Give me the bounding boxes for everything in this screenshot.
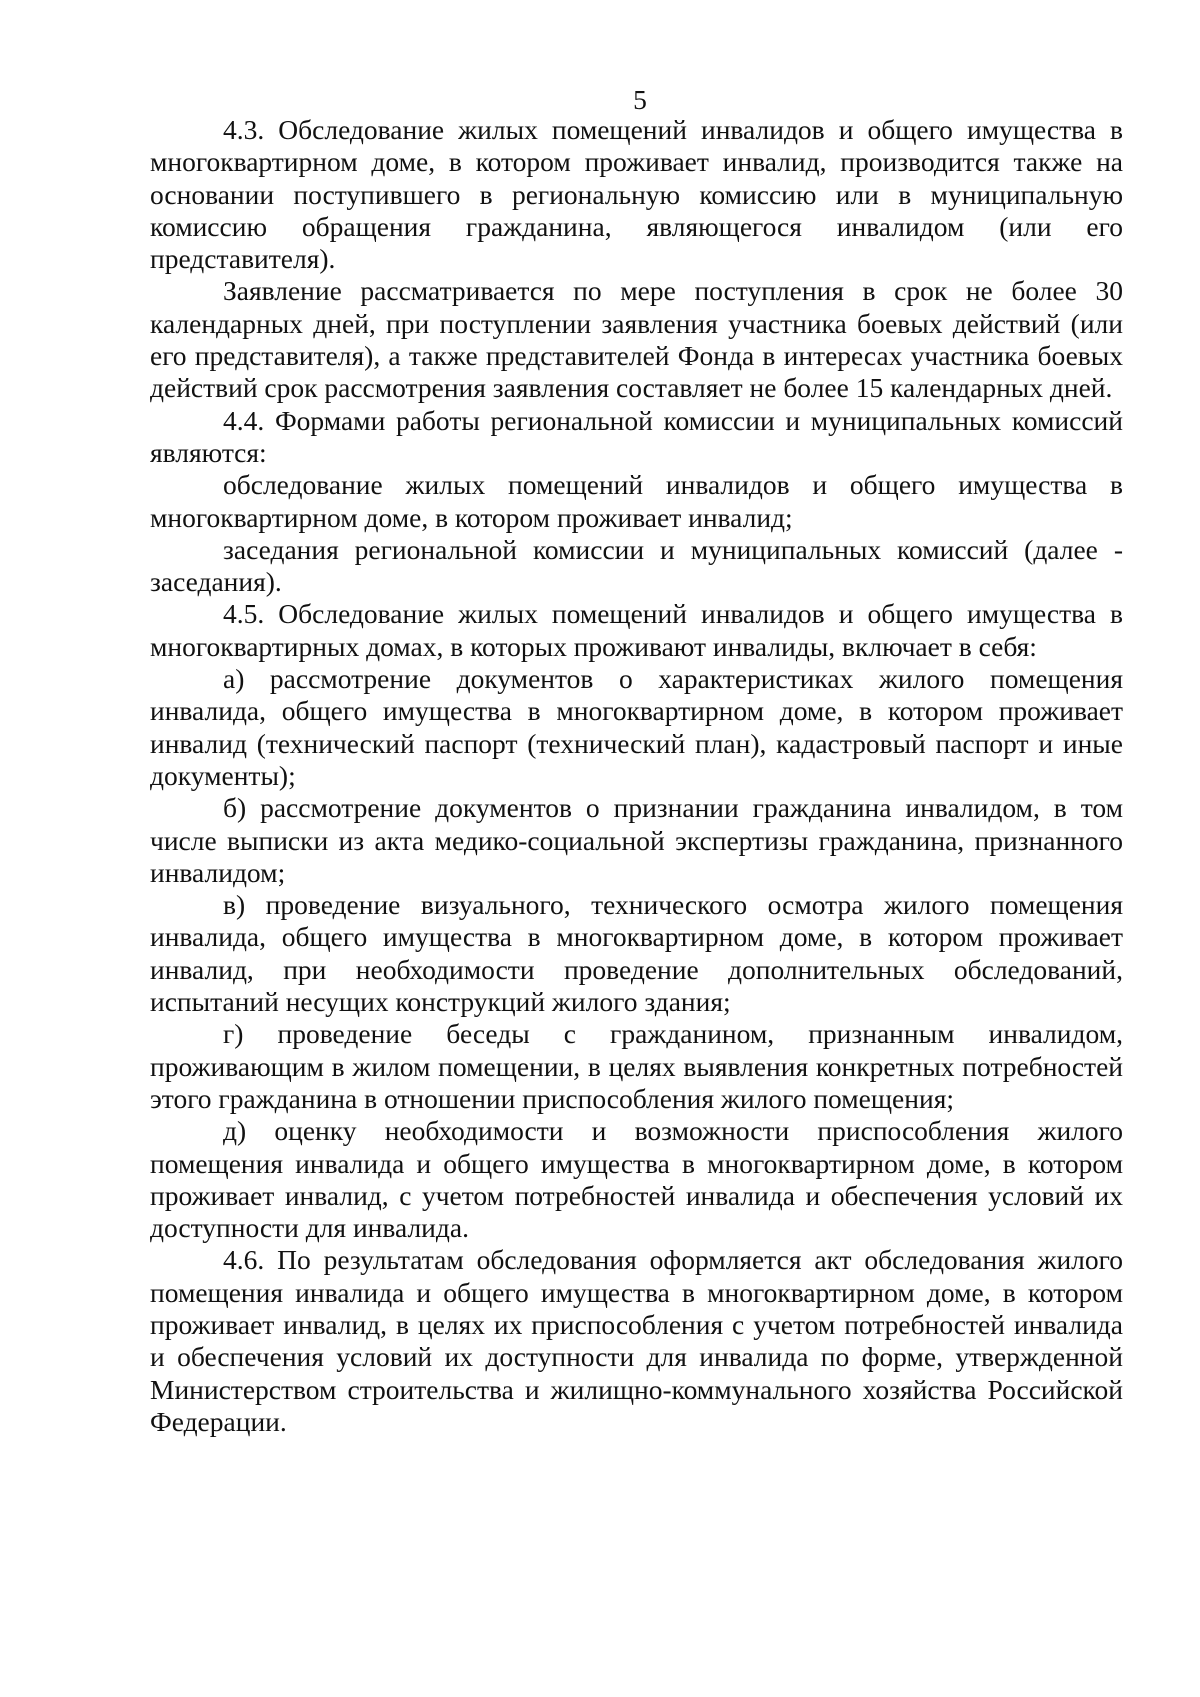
paragraph-4-6: 4.6. По результатам обследования оформляется акт обследования жилого помещения инвалида и общего имущества в многоквартирном доме, в котором проживает инвалид, в целях их приспособления с учетом потребностей инвалида и обеспечения условий их доступности для инвалида по форме, утвержденной Министерством строительства и жилищно-коммунального хозяйства Российской Федерации. xyxy=(150,1244,1123,1437)
paragraph-form-meetings: заседания региональной комиссии и муниципальных комиссий (далее - заседания). xyxy=(150,533,1123,598)
list-item-b: б) рассмотрение документов о признании гражданина инвалидом, в том числе выписки из акта медико-социальной экспертизы гражданина, признанного инвалидом; xyxy=(150,792,1123,888)
paragraph-4-5: 4.5. Обследование жилых помещений инвалидов и общего имущества в многоквартирных домах, в которых проживают инвалиды, включает в себя: xyxy=(150,598,1123,662)
document-body xyxy=(150,114,1123,1438)
list-item-d: д) оценку необходимости и возможности приспособления жилого помещения инвалида и общего имущества в многоквартирном доме, в котором проживает инвалид, с учетом потребностей инвалида и обеспечения условий их доступности для инвалида. xyxy=(150,1115,1123,1244)
list-item-a: а) рассмотрение документов о характеристиках жилого помещения инвалида, общего имущества в многоквартирном доме, в котором проживает инвалид (технический паспорт (технический план), кадастровый паспорт и иные документы); xyxy=(150,663,1123,791)
paragraph-form-inspection: обследование жилых помещений инвалидов и общего имущества в многоквартирном доме, в котором проживает инвалид; xyxy=(150,469,1123,533)
paragraph-4-4: 4.4. Формами работы региональной комиссии и муниципальных комиссий являются: xyxy=(150,404,1123,468)
paragraph-application-term: Заявление рассматривается по мере поступления в срок не более 30 календарных дней, при поступлении заявления участника боевых действий (или его представителя), а также представителей Фонда в интересах участника боевых действий срок рассмотрения заявления составляет не более 15 календарных дней. xyxy=(150,275,1123,404)
page-number: 5 xyxy=(633,84,647,115)
list-item-v: в) проведение визуального, технического осмотра жилого помещения инвалида, общего имущества в многоквартирном доме, в котором проживает инвалид, при необходимости проведение дополнительных обследований, испытаний несущих конструкций жилого здания; xyxy=(150,889,1123,1018)
list-item-g: г) проведение беседы с гражданином, признанным инвалидом, проживающим в жилом помещении, в целях выявления конкретных потребностей этого гражданина в отношении приспособления жилого помещения; xyxy=(150,1018,1123,1114)
paragraph-4-3: 4.3. Обследование жилых помещений инвалидов и общего имущества в многоквартирном доме, в котором проживает инвалид, производится также на основании поступившего в региональную комиссию или в муниципальную комиссию обращения гражданина, являющегося инвалидом (или его представителя). xyxy=(150,114,1123,275)
